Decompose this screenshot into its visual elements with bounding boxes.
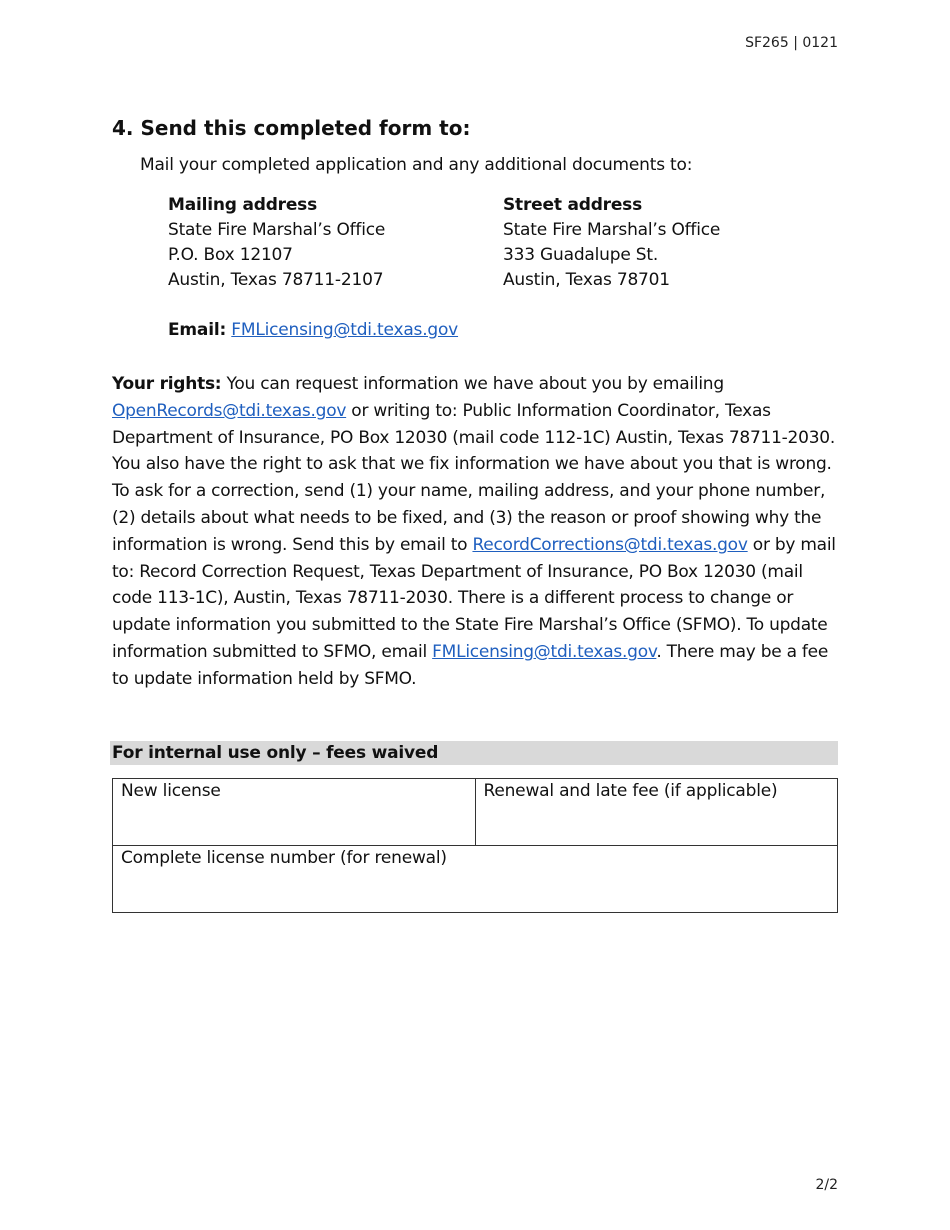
email-line <box>168 320 458 340</box>
your-rights-label: Your rights: <box>112 374 222 394</box>
page-number: 2/2 <box>815 1177 838 1193</box>
mailing-address-heading: Mailing address <box>168 195 318 215</box>
new-license-label: New license <box>121 781 221 801</box>
table-row <box>113 779 838 846</box>
record-corrections-email-link[interactable]: RecordCorrections@tdi.texas.gov <box>472 534 748 555</box>
mailing-address-block <box>168 193 385 293</box>
internal-use-heading: For internal use only – fees waived <box>110 741 838 765</box>
street-address-block <box>503 193 720 293</box>
renewal-fee-field[interactable] <box>475 779 838 846</box>
mailing-address-line: State Fire Marshal’s Office <box>168 220 386 240</box>
rights-text: or writing to: Public Information Coordinator, Texas Department of Insurance, PO Box 12030 (mail code 112-1C) Austin, Texas 78711-2030. You also have the right to ask that we fix information we have about you that is wrong. To ask for a correction, send (1) your name, mailing address, and your phone number, (2) details about what needs to be fixed, and (3) the reason or proof showing why the information is wrong. Send this by email to <box>112 400 835 555</box>
open-records-email-link[interactable]: OpenRecords@tdi.texas.gov <box>112 400 347 421</box>
internal-use-table <box>112 778 838 913</box>
street-address-line: Austin, Texas 78701 <box>503 270 670 290</box>
license-number-field[interactable] <box>113 846 838 913</box>
street-address-line: State Fire Marshal’s Office <box>503 220 721 240</box>
new-license-field[interactable] <box>113 779 476 846</box>
rights-text: or by mail to: Record Correction Request, Texas Department of Insurance, PO Box 12030 (mail code 113-1C), Austin, Texas 78711-2030. There is a different process to change or update information you submitted to the State Fire Marshal’s Office (SFMO). To update information submitted to SFMO, email <box>112 534 836 662</box>
form-code: SF265 | 0121 <box>745 35 838 51</box>
section-title: 4. Send this completed form to: <box>112 116 471 140</box>
mailing-address-line: P.O. Box 12107 <box>168 245 293 265</box>
mail-instructions: Mail your completed application and any additional documents to: <box>140 155 693 175</box>
license-number-label: Complete license number (for renewal) <box>121 848 447 868</box>
email-label: Email: <box>168 320 227 340</box>
table-row <box>113 846 838 913</box>
rights-text: . There may be a fee to update information held by SFMO. <box>112 641 829 689</box>
rights-text: You can request information we have about you by emailing <box>221 374 724 394</box>
street-address-heading: Street address <box>503 195 643 215</box>
renewal-fee-label: Renewal and late fee (if applicable) <box>483 781 778 801</box>
your-rights-paragraph <box>112 371 842 693</box>
mailing-address-line: Austin, Texas 78711-2107 <box>168 270 384 290</box>
fm-licensing-email-link-2[interactable]: FMLicensing@tdi.texas.gov <box>432 641 657 662</box>
fm-licensing-email-link[interactable]: FMLicensing@tdi.texas.gov <box>231 320 459 340</box>
street-address-line: 333 Guadalupe St. <box>503 245 659 265</box>
